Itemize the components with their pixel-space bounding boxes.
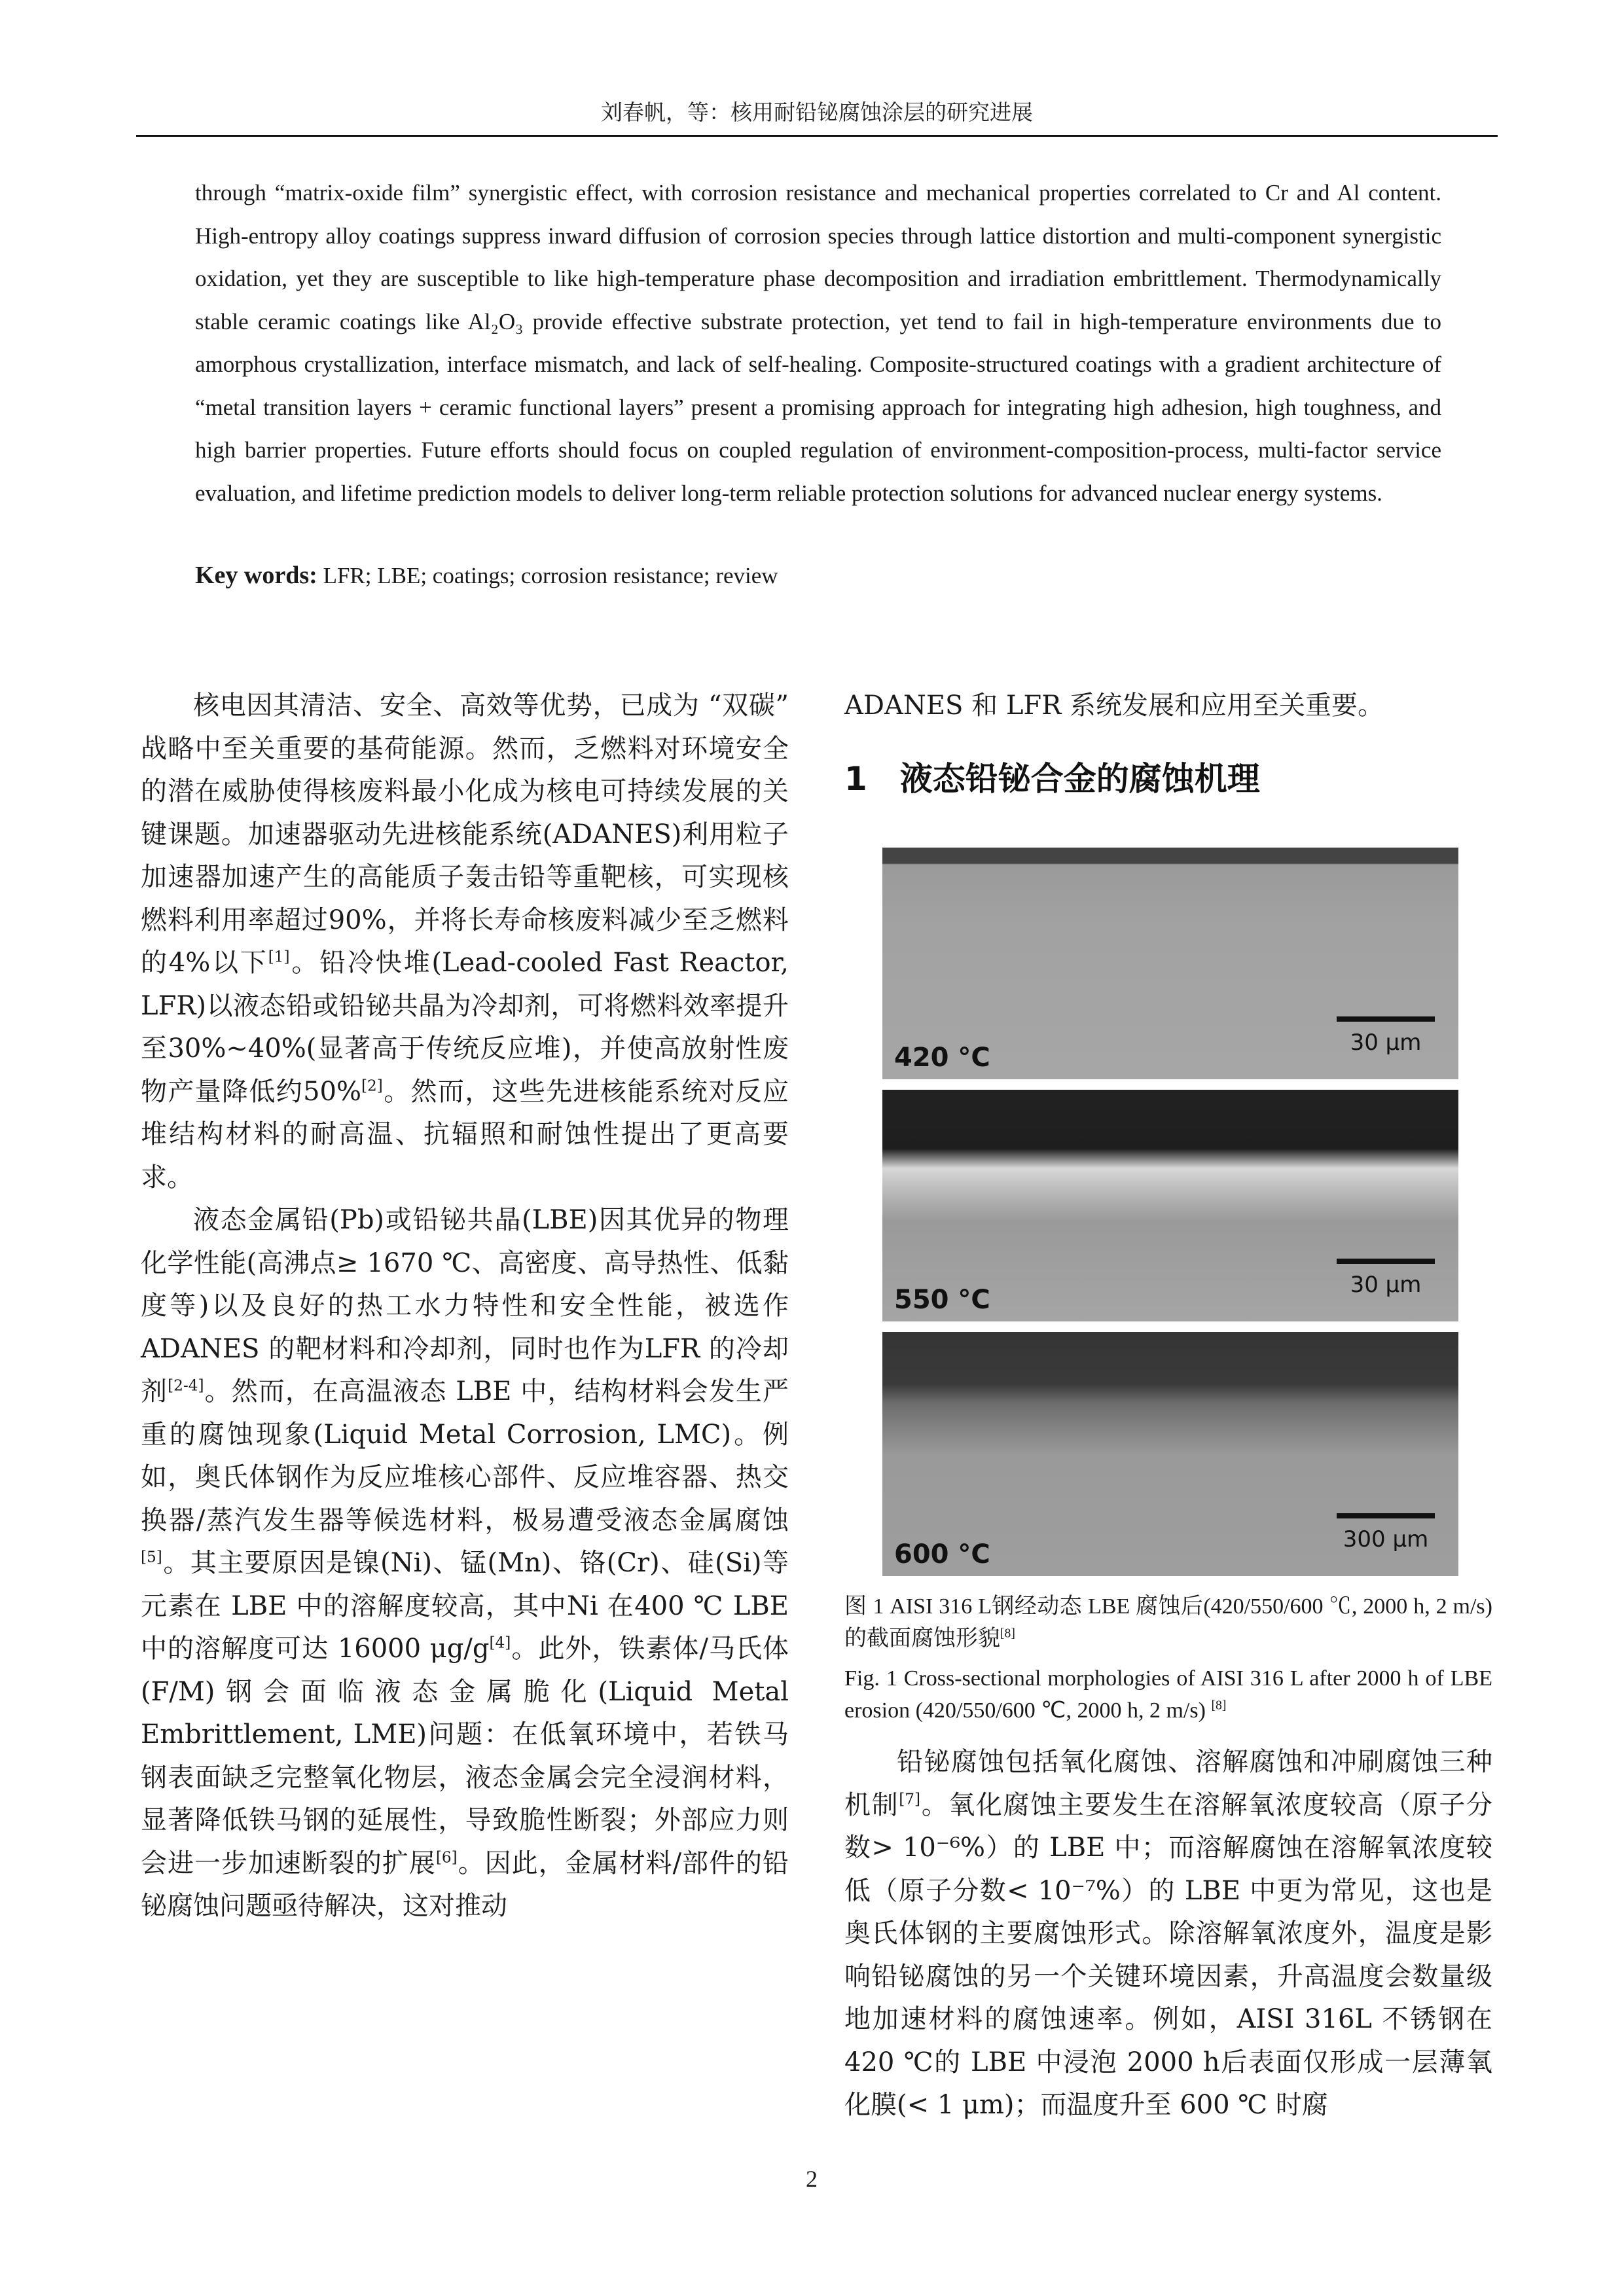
- figure-caption-cn: 图 1 AISI 316 L钢经动态 LBE 腐蚀后(420/550/600 ℃, 2000 h, 2 m/s)的截面腐蚀形貌[8]: [844, 1594, 1492, 1651]
- citation: [7]: [899, 1790, 921, 1808]
- temperature-label: 600 °C: [894, 1539, 990, 1570]
- paragraph-lbe: 液态金属铅(Pb)或铅铋共晶(LBE)因其优异的物理化学性能(高沸点≥ 1670 ℃、高密度、高导热性、低黏度等)以及良好的热工水力特性和安全性能，被选作 ADANES 的靶材料和冷却剂，同时也作为LFR 的冷却剂[2-4]。然而，在高温液态 LBE 中，结构材料会发生严重的腐蚀现象(Liquid Metal Corrosion, LMC)。例如，奥氏体钢作为反应堆核心部件、反应堆容器、热交换器/蒸汽发生器等候选材料，极易遭受液态金属腐蚀[5]。其主要原因是镍(Ni)、锰(Mn)、铬(Cr)、硅(Si)等元素在 LBE 中的溶解度较高，其中Ni 在400 ℃ LBE 中的溶解度可达 16000 μg/g[4]。此外，铁素体/马氏体(F/M)钢会面临液态金属脆化(Liquid Metal Embrittlement, LME)问题：在低氧环境中，若铁马钢表面缺乏完整氧化物层，液态金属会完全浸润材料，显著降低铁马钢的延展性，导致脆性断裂；外部应力则会进一步加速断裂的扩展[6]。因此，金属材料/部件的铅铋腐蚀问题亟待解决，这对推动: [141, 1205, 789, 1921]
- paragraph-intro: 核电因其清洁、安全、高效等优势，已成为 “双碳” 战略中至关重要的基荷能源。然而，乏燃料对环境安全的潜在威胁使得核废料最小化成为核电可持续发展的关键课题。加速器驱动先进核能系统(ADANES)利用粒子加速器加速产生的高能质子轰击铅等重靶核，可实现核燃料利用率超过90%，并将长寿命核废料减少至乏燃料的4%以下[1]。铅冷快堆(Lead-cooled Fast Reactor, LFR)以液态铅或铅铋共晶为冷却剂，可将燃料效率提升至30%~40%(显著高于传统反应堆)，并使高放射性废物产量降低约50%[2]。然而，这些先进核能系统对反应堆结构材料的耐高温、抗辐照和耐蚀性提出了更高要求。: [141, 691, 789, 1193]
- scale-bar: [1337, 1016, 1435, 1064]
- keywords-list: LFR; LBE; coatings; corrosion resistance; review: [323, 563, 778, 588]
- micrograph-600: [882, 1332, 1458, 1576]
- citation: [8]: [1000, 1626, 1015, 1641]
- keywords-label: Key words:: [195, 562, 317, 589]
- header-rule: [136, 135, 1498, 137]
- scale-text: 30 μm: [1350, 1030, 1422, 1056]
- right-column-continuation: [844, 685, 1492, 728]
- scale-text: 300 μm: [1343, 1526, 1429, 1552]
- section-heading: 1 液态铅铋合金的腐蚀机理: [844, 760, 1260, 798]
- citation: [5]: [141, 1548, 162, 1566]
- citation: [2-4]: [168, 1376, 204, 1395]
- figure-1: [882, 848, 1458, 1576]
- scale-bar: [1337, 1259, 1435, 1306]
- paragraph-continuation: ADANES 和 LFR 系统发展和应用至关重要。: [844, 691, 1384, 721]
- temperature-label: 550 °C: [894, 1285, 990, 1315]
- citation: [4]: [489, 1634, 511, 1652]
- temperature-label: 420 °C: [894, 1043, 990, 1073]
- abstract-text: through “matrix-oxide film” synergistic effect, with corrosion resistance and mechanical properties correlated to Cr and Al content. High-entropy alloy coatings suppress inward diffusion of corrosion species through lattice distortion and multi-component synergistic oxidation, yet they are susceptible to like high-temperature phase decomposition and irradiation embrittlement. Thermodynamically stable ceramic coatings like Al₂O₃ provide effective substrate protection, yet tend to fail in high-temperature environments due to amorphous crystallization, interface mismatch, and lack of self-healing. Composite-structured coatings with a gradient architecture of “metal transition layers + ceramic functional layers” present a promising approach for integrating high adhesion, high toughness, and high barrier properties. Future efforts should focus on coupled regulation of environment-composition-process, multi-factor service evaluation, and lifetime prediction models to deliver long-term reliable protection solutions for advanced nuclear energy systems.: [195, 180, 1441, 506]
- scale-bar: [1337, 1513, 1435, 1560]
- citation: [6]: [435, 1848, 458, 1867]
- right-column-body: [844, 1741, 1492, 2127]
- citation: [2]: [361, 1077, 383, 1095]
- citation: [1]: [268, 948, 290, 966]
- scale-text: 30 μm: [1350, 1272, 1422, 1298]
- citation: [8]: [1211, 1698, 1227, 1713]
- page-number: 2: [806, 2166, 818, 2192]
- micrograph-550: [882, 1090, 1458, 1321]
- paragraph-mechanism: 铅铋腐蚀包括氧化腐蚀、溶解腐蚀和冲刷腐蚀三种机制[7]。氧化腐蚀主要发生在溶解氧浓度较高（原子分数> 10⁻⁶%）的 LBE 中；而溶解腐蚀在溶解氧浓度较低（原子分数< 10⁻⁷%）的 LBE 中更为常见，这也是奥氏体钢的主要腐蚀形式。除溶解氧浓度外，温度是影响铅铋腐蚀的另一个关键环境因素，升高温度会数量级地加速材料的腐蚀速率。例如，AISI 316L 不锈钢在 420 ℃的 LBE 中浸泡 2000 h后表面仅形成一层薄氧化膜(< 1 μm)；而温度升至 600 ℃ 时腐: [844, 1747, 1493, 2120]
- micrograph-420: [882, 848, 1458, 1079]
- running-header: 刘春帆，等：核用耐铅铋腐蚀涂层的研究进展: [601, 99, 1033, 125]
- keywords: [195, 555, 1441, 596]
- left-column: [141, 685, 789, 1928]
- figure-caption-en: Fig. 1 Cross-sectional morphologies of AISI 316 L after 2000 h of LBE erosion (420/550/600 ℃, 2000 h, 2 m/s) [8]: [844, 1666, 1492, 1723]
